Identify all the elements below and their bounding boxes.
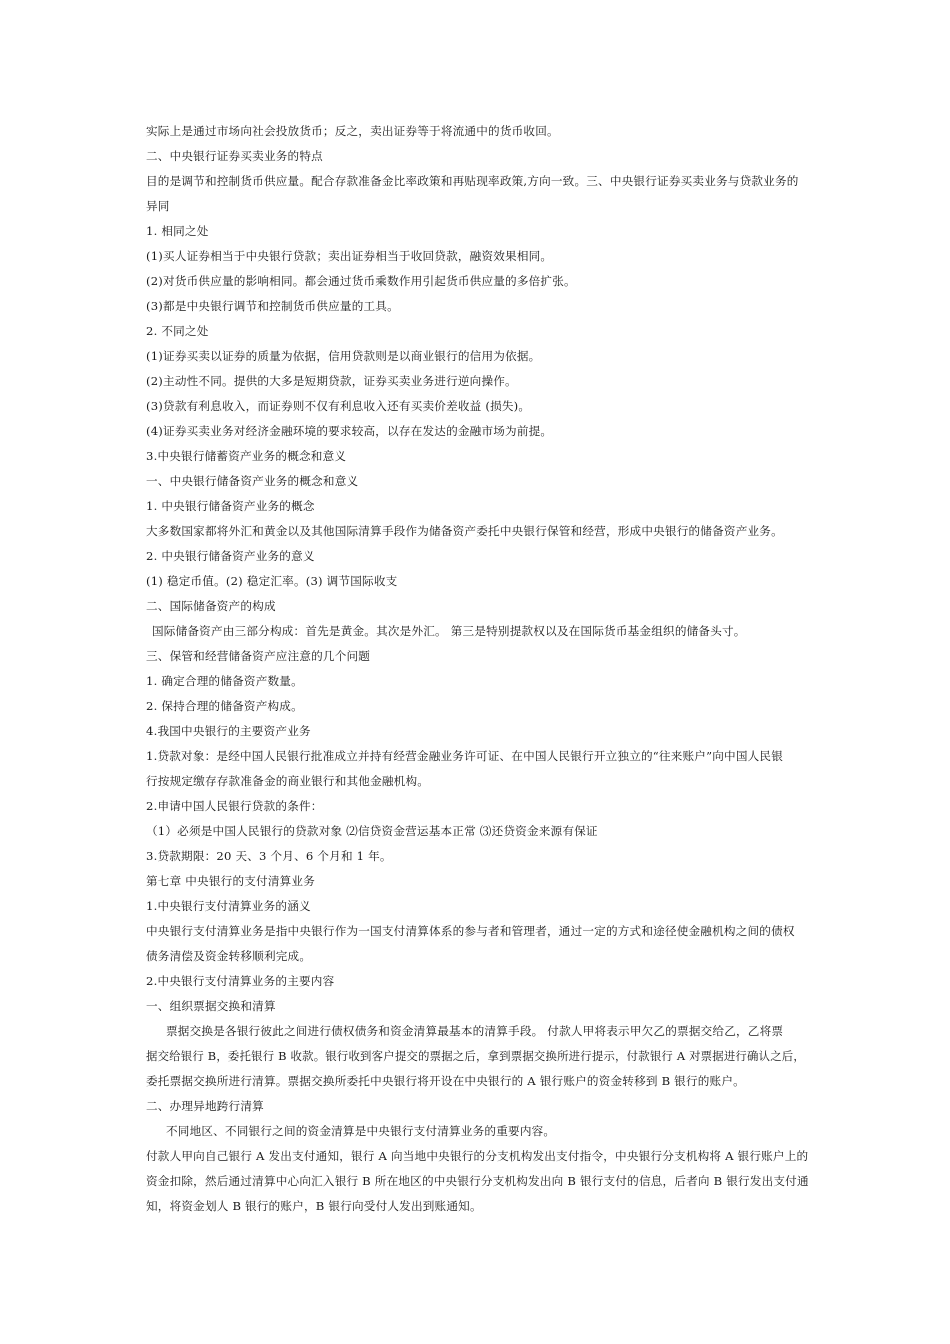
subheading: 1. 相同之处	[146, 224, 209, 238]
list-item: (3)贷款有利息收入，而证券则不仅有利息收入还有买卖价差收益 (损失)。	[146, 399, 531, 413]
text-line: (1) 稳定币值。(2) 稳定汇率。(3) 调节国际收支	[146, 574, 398, 588]
list-item: (1)买人证券相当于中央银行贷款；卖出证券相当于收回贷款，融资效果相同。	[146, 249, 553, 263]
section-heading: 二、中央银行证券买卖业务的特点	[146, 149, 323, 163]
chapter-heading: 第七章 中央银行的支付清算业务	[146, 874, 315, 888]
list-item: (2)主动性不同。提供的大多是短期贷款，证券买卖业务进行逆向操作。	[146, 374, 517, 388]
text-line: 付款人甲向自己银行 A 发出支付通知，银行 A 向当地中央银行的分支机构发出支付指令，中央银行分支机构将 A 银行账户上的	[146, 1149, 809, 1163]
subheading: 2. 中央银行储备资产业务的意义	[146, 549, 315, 563]
text-line: （1）必须是中国人民银行的贷款对象 ⑵信贷资金营运基本正常 ⑶还贷资金来源有保证	[146, 824, 598, 838]
list-item: (4)证券买卖业务对经济金融环境的要求较高，以存在发达的金融市场为前提。	[146, 424, 553, 438]
section-heading: 二、国际储备资产的构成	[146, 599, 276, 613]
list-item: (1)证券买卖以证券的质量为依据，信用贷款则是以商业银行的信用为依据。	[146, 349, 541, 363]
section-heading: 三、保管和经营储备资产应注意的几个问题	[146, 649, 371, 663]
text-line: 中央银行支付清算业务是指中央银行作为一国支付清算体系的参与者和管理者，通过一定的方式和途径使金融机构之间的债权	[146, 924, 795, 938]
list-item: 1. 确定合理的储备资产数量。	[146, 674, 303, 688]
text-line: 国际储备资产由三部分构成：首先是黄金。其次是外汇。 第三是特别提款权以及在国际货币基金组织的储备头寸。	[152, 624, 746, 638]
section-heading: 一、组织票据交换和清算	[146, 999, 276, 1013]
text-line: 异同	[146, 199, 170, 213]
text-line: 资金扣除，然后通过清算中心向汇入银行 B 所在地区的中央银行分支机构发出向 B 银行支付的信息，后者向 B 银行发出支付通	[146, 1174, 809, 1188]
text-line: 委托票据交换所进行清算。票据交换所委托中央银行将开设在中央银行的 A 银行账户的资金转移到 B 银行的账户。	[146, 1074, 745, 1088]
text-line: 不同地区、不同银行之间的资金清算是中央银行支付清算业务的重要内容。	[166, 1124, 556, 1138]
document-body	[146, 119, 816, 1219]
text-line: 行按规定缴存存款准备金的商业银行和其他金融机构。	[146, 774, 430, 788]
text-line: 目的是调节和控制货币供应量。配合存款准备金比率政策和再贴现率政策,方向一致。三、中央银行证券买卖业务与贷款业务的	[146, 174, 799, 188]
text-line: 2.申请中国人民银行贷款的条件：	[146, 799, 323, 813]
text-line: 实际上是通过市场向社会投放货币；反之，卖出证券等于将流通中的货币收回。	[146, 124, 559, 138]
text-line: 1.贷款对象：是经中国人民银行批准成立并持有经营金融业务许可证、在中国人民银行开立独立的“往来账户”向中国人民银	[146, 749, 783, 763]
text-line: 知，将资金划人 B 银行的账户，B 银行向受付人发出到账通知。	[146, 1199, 482, 1213]
text-line: 据交给银行 B，委托银行 B 收款。银行收到客户提交的票据之后，拿到票据交换所进行提示，付款银行 A 对票据进行确认之后，	[146, 1049, 805, 1063]
text-line: 债务清偿及资金转移顺利完成。	[146, 949, 312, 963]
section-heading: 1.中央银行支付清算业务的涵义	[146, 899, 311, 913]
subheading: 1. 中央银行储备资产业务的概念	[146, 499, 315, 513]
section-heading: 2.中央银行支付清算业务的主要内容	[146, 974, 335, 988]
text-line: 大多数国家都将外汇和黄金以及其他国际清算手段作为储备资产委托中央银行保管和经营，形成中央银行的储备资产业务。	[146, 524, 783, 538]
section-heading: 二、办理异地跨行清算	[146, 1099, 264, 1113]
text-line: 票据交换是各银行彼此之间进行债权债务和资金清算最基本的清算手段。 付款人甲将表示甲欠乙的票据交给乙，乙将票	[166, 1024, 784, 1038]
text-line: 3.贷款期限：20 天、3 个月、6 个月和 1 年。	[146, 849, 392, 863]
subheading: 2. 不同之处	[146, 324, 209, 338]
list-item: (2)对货币供应量的影响相同。都会通过货币乘数作用引起货币供应量的多倍扩张。	[146, 274, 576, 288]
section-heading: 3.中央银行储蓄资产业务的概念和意义	[146, 449, 347, 463]
section-heading: 一、中央银行储备资产业务的概念和意义	[146, 474, 359, 488]
list-item: 2. 保持合理的储备资产构成。	[146, 699, 303, 713]
list-item: (3)都是中央银行调节和控制货币供应量的工具。	[146, 299, 399, 313]
section-heading: 4.我国中央银行的主要资产业务	[146, 724, 311, 738]
